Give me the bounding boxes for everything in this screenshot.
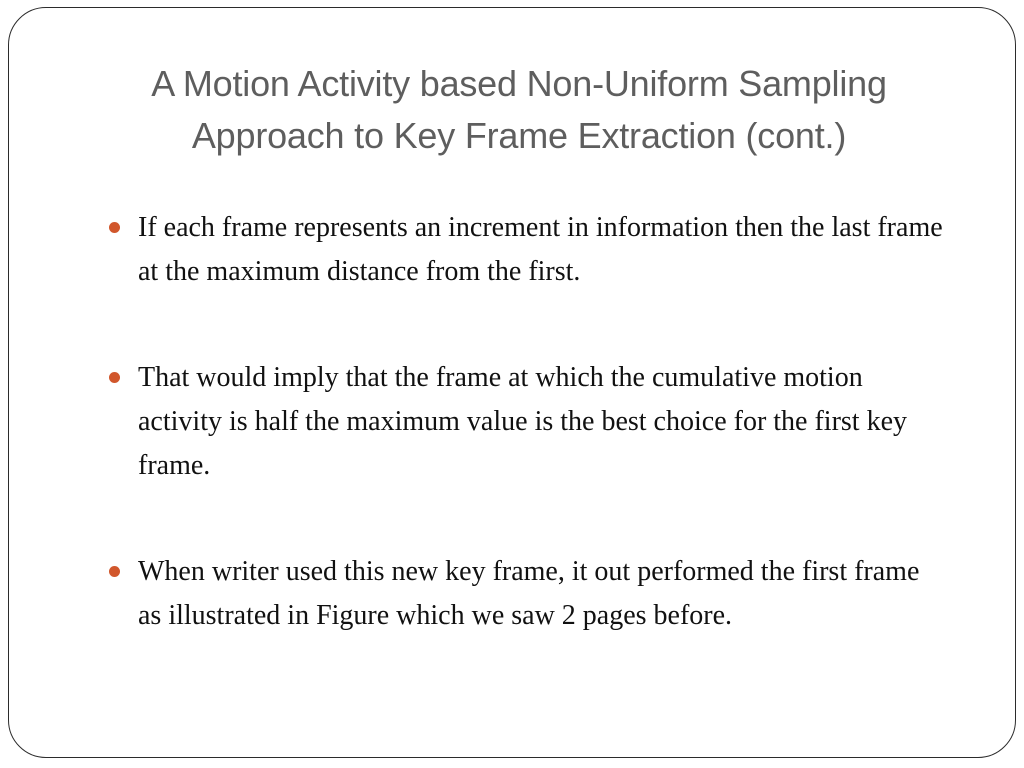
- bullet-text-1: If each frame represents an increment in information then the last frame at the maximum distance from the first.: [138, 212, 943, 287]
- bullet-marker-icon: [109, 566, 120, 577]
- slide-title-line-2: Approach to Key Frame Extraction (cont.): [191, 115, 847, 156]
- bullet-item-2: [109, 356, 949, 488]
- bullet-text-2: That would imply that the frame at which the cumulative motion activity is half the maximum value is the best choice for the first key frame.: [138, 362, 908, 481]
- slide-title: [89, 58, 949, 162]
- bullet-item-3: [109, 550, 949, 638]
- slide-title-line-1: A Motion Activity based Non-Uniform Sampling: [151, 63, 887, 104]
- bullet-marker-icon: [109, 372, 120, 383]
- bullet-text-3: When writer used this new key frame, it out performed the first frame as illustrated in Figure which we saw 2 pages before.: [138, 556, 920, 631]
- bullet-item-1: [109, 206, 949, 294]
- slide-frame: [8, 7, 1016, 758]
- bullet-marker-icon: [109, 222, 120, 233]
